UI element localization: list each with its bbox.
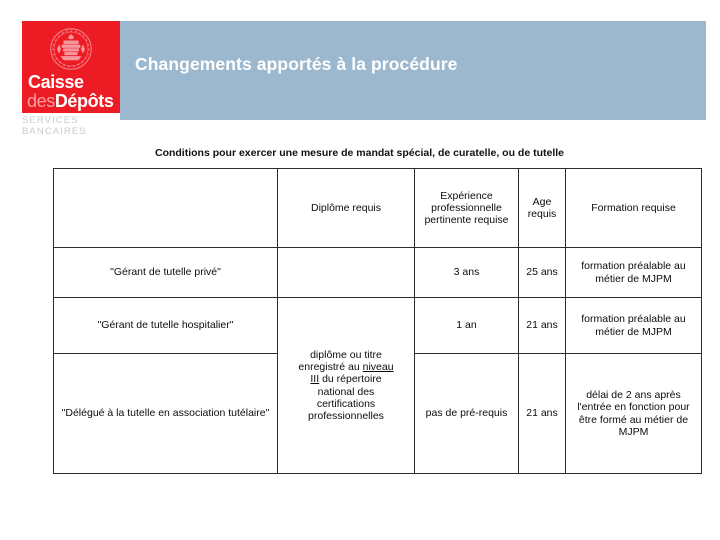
logo-wordmark-line2 <box>22 92 120 110</box>
table-caption: Conditions pour exercer une mesure de mandat spécial, de curatelle, ou de tutelle <box>154 147 565 159</box>
table-header-diploma: Diplôme requis <box>278 169 415 248</box>
row-formation: délai de 2 ans après l'entrée en fonction pour être formé au métier de MJPM <box>566 354 702 474</box>
logo-subtitle-line1: SERVICES <box>22 115 79 126</box>
diploma-line2-prefix: enregistré au <box>298 361 363 374</box>
row-age: 21 ans <box>519 298 566 354</box>
diploma-line1: diplôme ou titre <box>310 349 382 362</box>
diploma-iii-underlined: III <box>310 373 320 386</box>
diploma-line5: certifications <box>316 397 376 410</box>
page-title: Changements apportés à la procédure <box>135 54 458 74</box>
logo-subtitle <box>22 115 132 137</box>
row-diploma-merged <box>278 298 415 474</box>
table-row <box>54 298 702 354</box>
row-age: 21 ans <box>519 354 566 474</box>
row-experience: 1 an <box>415 298 519 354</box>
table-header-age: Age requis <box>519 169 566 248</box>
logo-wordmark-line1: Caisse <box>28 72 84 92</box>
diploma-line3-rest: du répertoire <box>319 373 382 386</box>
row-age: 25 ans <box>519 248 566 298</box>
logo-wordmark-depots: Dépôts <box>54 91 114 111</box>
row-formation: formation préalable au métier de MJPM <box>566 248 702 298</box>
diploma-niveau-underlined: niveau <box>362 361 394 374</box>
diploma-line6: professionnelles <box>308 409 384 422</box>
table-header-row <box>54 169 702 248</box>
table-header-role <box>54 169 278 248</box>
row-role: "Gérant de tutelle privé" <box>54 248 278 298</box>
row-diploma-empty <box>278 248 415 298</box>
diploma-line4: national des <box>317 385 375 398</box>
conditions-table <box>53 168 702 474</box>
row-role: "Gérant de tutelle hospitalier" <box>54 298 278 354</box>
logo-wordmark <box>22 73 120 110</box>
table-row <box>54 248 702 298</box>
logo-subtitle-line2: BANCAIRES <box>22 126 87 137</box>
table-header-formation: Formation requise <box>566 169 702 248</box>
row-role: "Délégué à la tutelle en association tutélaire" <box>54 354 278 474</box>
logo-wordmark-des: des <box>27 91 55 111</box>
logo <box>22 21 120 113</box>
row-experience: 3 ans <box>415 248 519 298</box>
table-header-experience: Expérience professionnelle pertinente requise <box>415 169 519 248</box>
row-formation: formation préalable au métier de MJPM <box>566 298 702 354</box>
row-experience: pas de pré-requis <box>415 354 519 474</box>
caisse-des-depots-seal-icon <box>48 26 94 72</box>
